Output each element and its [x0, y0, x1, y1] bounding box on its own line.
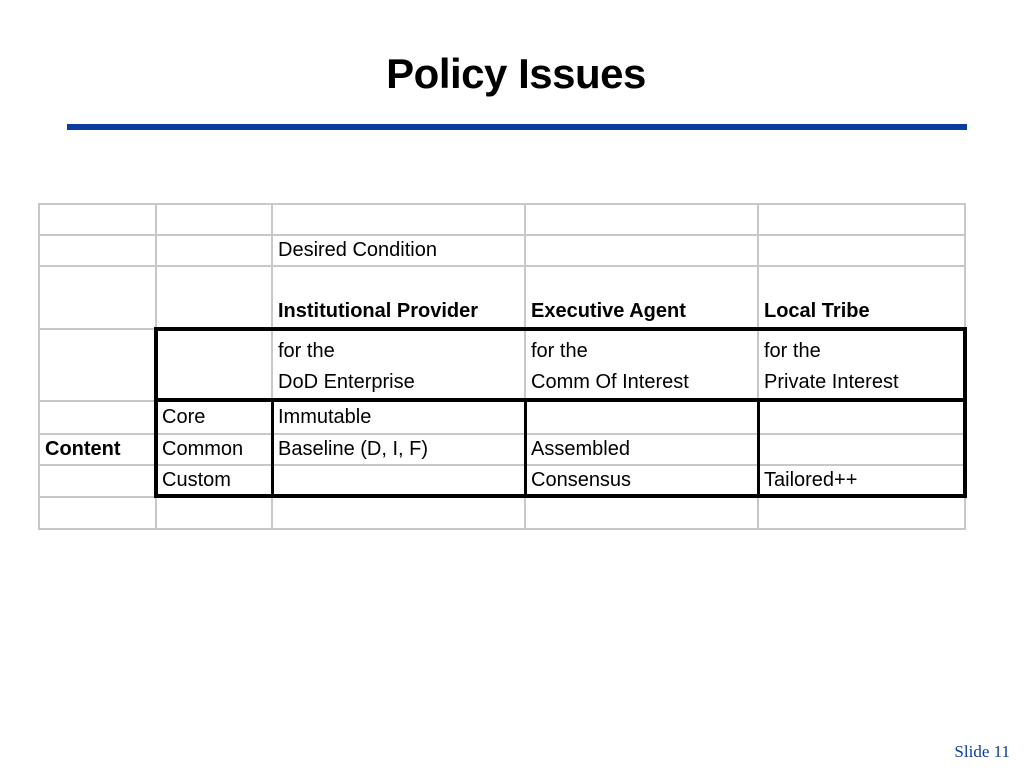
subheader-line: DoD Enterprise [278, 371, 415, 393]
table-cell: Assembled [531, 438, 630, 460]
subheader-line: Comm Of Interest [531, 371, 689, 393]
column-header: Executive Agent [531, 300, 686, 322]
row-label: Common [162, 438, 244, 460]
column-header: Local Tribe [764, 300, 870, 322]
border-right [963, 327, 967, 498]
grid-hline [38, 528, 966, 530]
subheader-line: for the [278, 340, 335, 362]
subheader-line: for the [764, 340, 821, 362]
table-cell: Immutable [278, 406, 372, 428]
title-underline [67, 124, 967, 130]
table-cell: Tailored++ [764, 469, 858, 491]
grid-hline [38, 234, 966, 236]
slide-title: Policy Issues [386, 50, 646, 97]
row-label: Custom [162, 469, 231, 491]
slide-number: Slide 11 [954, 742, 1010, 761]
row-label: Core [162, 406, 206, 428]
super-header: Desired Condition [278, 239, 437, 261]
table-cell: Consensus [531, 469, 632, 491]
subheader-line: Private Interest [764, 371, 899, 393]
subheader-line: for the [531, 340, 588, 362]
table-cell: Baseline (D, I, F) [278, 438, 429, 460]
border-top [155, 327, 967, 331]
column-header: Institutional Provider [278, 300, 479, 322]
grid-hline [38, 203, 966, 205]
grid-hline [38, 265, 966, 267]
row-group-label: Content [45, 438, 121, 460]
grid-vline [38, 203, 40, 530]
